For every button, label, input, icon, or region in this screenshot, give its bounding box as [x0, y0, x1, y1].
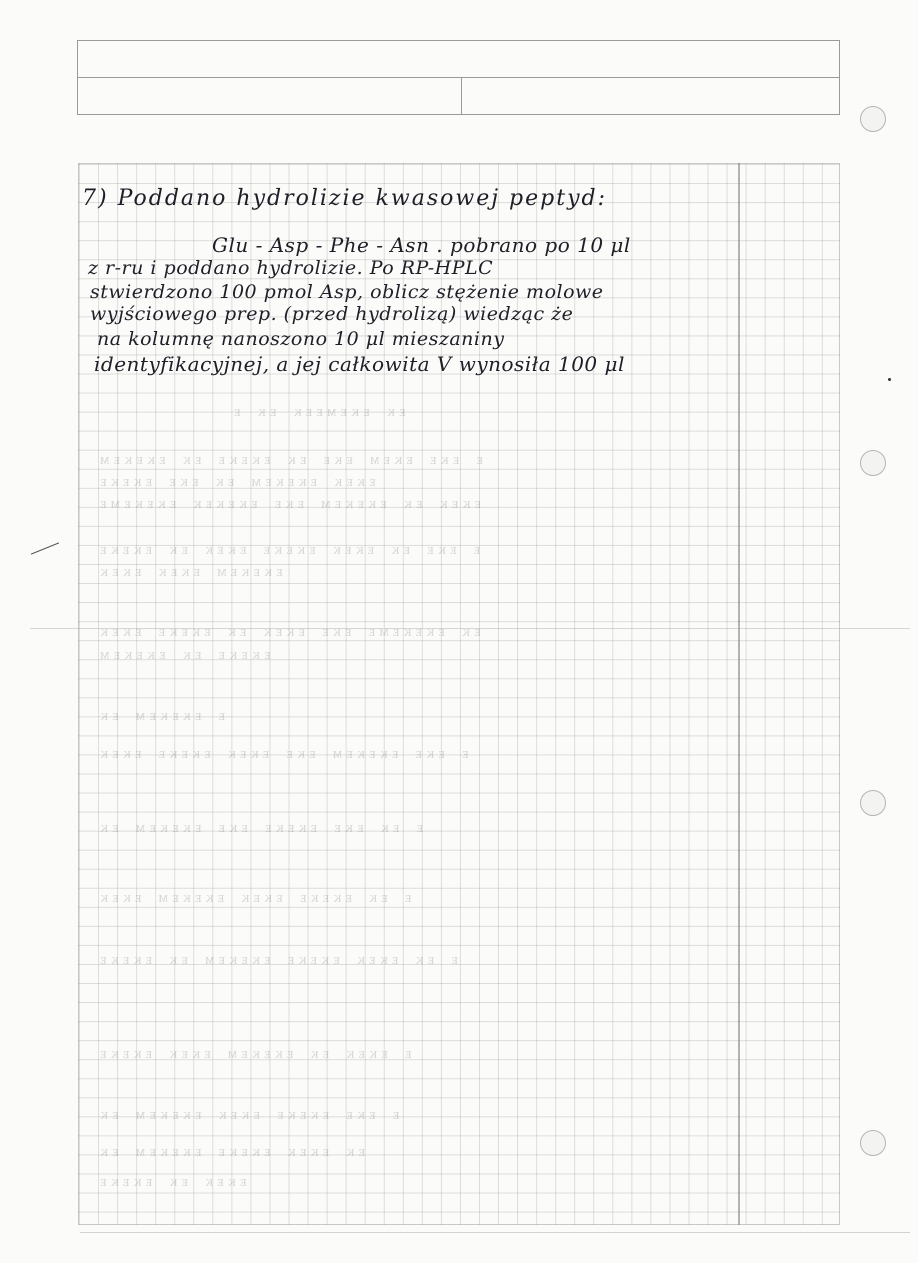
question-title: 7) Poddano hydrolizie kwasowej peptyd: [82, 186, 608, 211]
punch-hole [860, 790, 886, 816]
bleed-through-text: ᴇ ᴇᴋᴇ ᴇᴋᴇᴋᴇᴍ ᴇᴋᴇ ᴇᴋᴇᴋ ᴇᴋᴇᴋᴇ ᴇᴋᴇᴋ [96, 744, 469, 762]
bleed-through-text: ᴇᴋ ᴇᴋᴇᴋ ᴇᴋᴇᴋᴇ ᴇᴋᴇᴋᴇᴍ ᴇᴋ [96, 1142, 366, 1160]
bleed-through-text: ᴇᴋᴇᴋ ᴇᴋ ᴇᴋᴇᴋᴇ [96, 1172, 247, 1190]
bleed-through-text: ᴇ ᴇᴋᴇ ᴇᴋᴇᴋᴇ ᴇᴋᴇᴋ ᴇᴋᴇᴋᴇᴍ ᴇᴋ [96, 1105, 400, 1123]
margin-line [738, 163, 740, 1225]
question-line: z r-ru i poddano hydrolizie. Po RP-HPLC [88, 257, 494, 279]
bleed-through-text: ᴇᴋᴇᴋ ᴇᴋᴇᴋᴇᴍ ᴇᴋ ᴇᴋᴇ ᴇᴋᴇᴋᴇ [96, 472, 376, 490]
question-line: stwierdzono 100 pmol Asp, oblicz stężenie molowe [90, 281, 604, 303]
ink-dot [888, 378, 891, 381]
bleed-through-text: ᴇ ᴇᴋᴇ ᴇᴋ ᴇᴋᴇᴋ ᴇᴋᴇᴋᴇ ᴇᴋᴇᴋ ᴇᴋ ᴇᴋᴇᴋᴇ [96, 540, 481, 558]
question-line: identyfikacyjnej, a jej całkowita V wynosiła 100 μl [94, 352, 625, 376]
question-line: wyjściowego prep. (przed hydrolizą) wiedząc że [90, 303, 574, 325]
bleed-through-text: ᴇᴋᴇᴋᴇᴍ ᴇᴋᴇᴋ ᴇᴋᴇᴋ [96, 562, 283, 580]
bleed-through-text: ᴇ ᴇᴋ ᴇᴋᴇᴋ ᴇᴋᴇᴋᴇ ᴇᴋᴇᴋᴇᴍ ᴇᴋ ᴇᴋᴇᴋᴇ [96, 950, 458, 968]
bleed-through-text: ᴇ ᴇᴋᴇᴋ ᴇᴋ ᴇᴋᴇᴋᴇᴍ ᴇᴋᴇᴋ ᴇᴋᴇᴋᴇ [96, 1044, 412, 1062]
punch-hole [860, 450, 886, 476]
header-box-top [77, 40, 840, 78]
page-footer-line [80, 1232, 910, 1233]
bleed-through-text: ᴇ ᴇᴋ ᴇᴋᴇ ᴇᴋᴇᴋᴇ ᴇᴋᴇ ᴇᴋᴇᴋᴇᴍ ᴇᴋ [96, 818, 424, 836]
bleed-through-text: ᴇᴋ ᴇᴋᴇᴋᴇᴍᴇ ᴇᴋᴇ ᴇᴋᴇᴋ ᴇᴋ ᴇᴋᴇᴋᴇ ᴇᴋᴇᴋ [96, 622, 481, 640]
bleed-through-text: ᴇᴋ ᴇᴋᴇᴍᴇᴇᴋ ᴇᴋ ᴇ [230, 402, 406, 420]
question-line: Glu - Asp - Phe - Asn . pobrano po 10 μl [212, 233, 631, 257]
punch-hole [860, 1130, 886, 1156]
question-line: na kolumnę nanoszono 10 μl mieszaniny [97, 328, 505, 350]
header-box-bottom-right [461, 77, 840, 115]
bleed-through-text: ᴇ ᴇᴋ ᴇᴋᴇᴋᴇ ᴇᴋᴇᴋ ᴇᴋᴇᴋᴇᴍ ᴇᴋᴇᴋ [96, 888, 412, 906]
bleed-through-text: ᴇ ᴇᴋᴇ ᴇᴋᴇᴍ ᴇᴋᴇ ᴇᴋ ᴇᴋᴇᴋᴇ ᴇᴋ ᴇᴋᴇᴋᴇᴍ [96, 450, 484, 468]
pencil-stroke [31, 542, 59, 554]
bleed-through-text: ᴇ ᴇᴋᴇᴋᴇᴍ ᴇᴋ [96, 706, 226, 724]
header-box-bottom-left [77, 77, 462, 115]
punch-hole [860, 106, 886, 132]
bleed-through-text: ᴇᴋᴇᴋᴇ ᴇᴋ ᴇᴋᴇᴋᴇᴍ [96, 645, 271, 663]
bleed-through-text: ᴇᴋᴇᴋ ᴇᴋ ᴇᴋᴇᴋᴇᴍ ᴇᴋᴇ ᴇᴋᴇᴋᴇᴋ ᴇᴋᴇᴋᴇᴍᴇ [96, 494, 482, 512]
